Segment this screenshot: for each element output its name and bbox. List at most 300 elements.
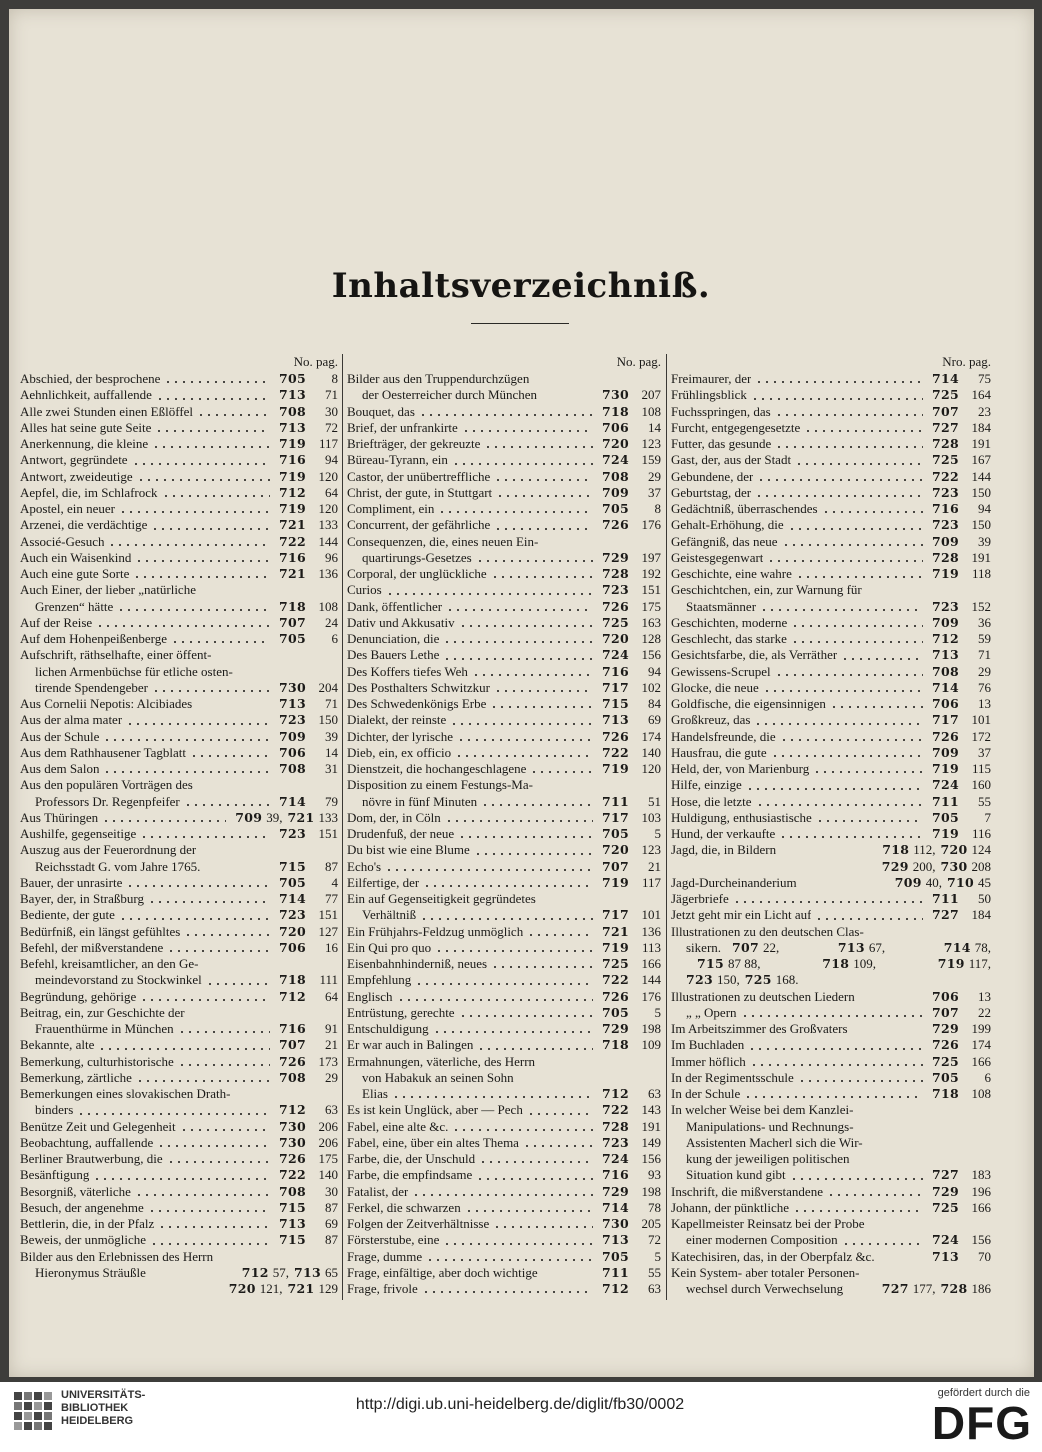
issue-number: 730 [940, 858, 968, 874]
entry-references [927, 794, 991, 810]
issue-number: 705 [932, 1069, 959, 1085]
index-entry [20, 420, 338, 436]
index-entry [671, 1167, 991, 1183]
index-entry [20, 517, 338, 533]
entry-title: Denunciation, die [347, 631, 440, 646]
page-number: 175 [318, 1151, 338, 1166]
index-entry [347, 891, 661, 907]
issue-number: 712 [279, 1102, 306, 1118]
entry-title: Gast, der, aus der Stadt [671, 452, 792, 468]
dot-leader [455, 754, 593, 758]
issue-reference [279, 891, 338, 907]
index-entry [347, 550, 661, 566]
entry-title: Fuchsspringen, das [671, 403, 771, 419]
page-number: 108 [318, 598, 338, 614]
page-number: 173 [318, 1053, 338, 1069]
dot-leader [422, 1290, 593, 1294]
entry-title: Besänftigung [20, 1167, 90, 1183]
entry-references [927, 664, 991, 680]
issue-number: 722 [932, 468, 959, 484]
dot-leader [793, 1209, 923, 1213]
dot-leader [813, 770, 923, 774]
page-number: 64 [325, 988, 338, 1004]
entry-title: Professors Dr. Regenpfeifer [35, 793, 180, 809]
dot-leader [443, 657, 593, 661]
issue-reference [932, 436, 991, 452]
entry-references [274, 940, 338, 956]
page-number: 149 [641, 1134, 661, 1150]
page-number: 51 [648, 793, 661, 809]
index-entry [20, 1037, 338, 1053]
index-entry [20, 972, 338, 988]
page-number: 167 [971, 452, 991, 468]
issue-reference [602, 404, 661, 420]
issue-number: 717 [602, 809, 629, 825]
issue-number: 721 [279, 566, 306, 581]
dot-leader [527, 933, 593, 937]
entry-title: Bemerkung, culturhistorische [20, 1053, 174, 1069]
issue-reference [941, 859, 992, 875]
issue-number: 713 [602, 1232, 629, 1248]
page-number: 87 [325, 858, 338, 874]
issue-number: 718 [932, 1086, 959, 1101]
entry-title: Dialekt, der reinste [347, 712, 447, 728]
entry-title: Im Buchladen [671, 1037, 745, 1053]
issue-reference [279, 1102, 338, 1118]
issue-number: 728 [602, 566, 629, 581]
entry-references [927, 452, 991, 468]
entry-references [597, 1216, 661, 1232]
dot-leader [523, 1144, 593, 1148]
entry-references [274, 615, 338, 631]
issue-reference [279, 696, 338, 712]
index-entry [20, 1119, 338, 1135]
issue-reference [279, 501, 338, 517]
page-number: 14 [648, 419, 661, 435]
index-entry [347, 1281, 661, 1297]
dot-leader [494, 689, 593, 693]
entry-title: Assistenten Macherl sich die Wir- [686, 1134, 863, 1150]
index-entry [671, 371, 991, 387]
entry-title: Held, der, von Marienburg [671, 761, 810, 776]
issue-reference [279, 907, 338, 923]
issue-reference [602, 469, 661, 485]
entry-title: Es ist kein Unglück, aber — Pech [347, 1102, 523, 1118]
issue-reference [279, 469, 338, 485]
entry-title: Furcht, entgegengesetzte [671, 419, 801, 435]
entry-title: Aehnlichkeit, auffallende [20, 387, 152, 403]
index-entry [671, 1200, 991, 1216]
page-number: 151 [318, 826, 338, 841]
page-number: 30 [325, 1183, 338, 1199]
dot-leader [135, 1193, 270, 1197]
entry-title: Dichter, der lyrische [347, 728, 453, 744]
page-number: 29 [978, 663, 991, 679]
index-entry [347, 680, 661, 696]
page-number: 13 [978, 696, 991, 711]
entry-references [927, 810, 991, 826]
index-entry [20, 680, 338, 696]
index-entry [20, 1216, 338, 1232]
issue-reference [932, 680, 991, 696]
page-number: 166 [971, 1199, 991, 1215]
page-number: 191 [971, 436, 991, 451]
issue-reference [279, 1070, 338, 1086]
issue-number: 719 [932, 761, 959, 776]
issue-reference [602, 566, 661, 582]
index-entry [671, 452, 991, 468]
entry-references [274, 550, 338, 566]
entry-title: Ein Qui pro quo [347, 939, 432, 955]
dot-leader [822, 510, 923, 514]
issue-number: 724 [602, 1151, 629, 1166]
dot-leader [443, 640, 593, 644]
dot-leader [446, 608, 593, 612]
entry-references [597, 582, 661, 598]
entry-references [274, 680, 338, 696]
dot-leader [476, 559, 593, 563]
entry-references [927, 1184, 991, 1200]
index-column-2 [347, 352, 661, 1297]
index-entry [671, 387, 991, 403]
page-number: 91 [325, 1021, 338, 1036]
page-number: 143 [641, 1102, 661, 1118]
index-entry [20, 469, 338, 485]
entry-title: Illustrationen zu deutschen Liedern [671, 988, 855, 1004]
entry-references [877, 859, 991, 875]
page-number: 199 [971, 1021, 991, 1036]
page-number: 55 [648, 1264, 661, 1280]
entry-title: Jägerbriefe [671, 891, 729, 906]
page-number: 200, [912, 858, 936, 874]
issue-reference [279, 680, 338, 696]
dot-leader [796, 575, 923, 579]
page-number: 22, [763, 939, 780, 955]
entry-references [597, 1151, 661, 1167]
issue-number: 706 [932, 696, 959, 711]
issue-number: 712 [279, 484, 306, 500]
entry-references [927, 517, 991, 533]
entry-title: Inschrift, die mißverstandene [671, 1183, 823, 1199]
index-entry [347, 1216, 661, 1232]
page-number: 75 [978, 371, 991, 386]
issue-reference [279, 712, 338, 728]
entry-references [597, 696, 661, 712]
issue-reference [279, 631, 338, 647]
entry-references [597, 501, 661, 517]
entry-title: Johann, der pünktliche [671, 1199, 790, 1215]
index-entry [347, 371, 661, 387]
entry-title: Antwort, zweideutige [20, 468, 133, 484]
issue-reference [602, 1119, 661, 1135]
issue-number: 723 [602, 1134, 629, 1150]
issue-reference [288, 810, 339, 826]
entry-references [597, 1102, 661, 1118]
dot-leader [96, 624, 270, 628]
index-entry [347, 777, 661, 793]
index-entry [347, 875, 661, 891]
issue-reference [822, 956, 876, 972]
issue-number: 719 [279, 468, 306, 484]
issue-number: 726 [932, 1037, 959, 1053]
index-entry [20, 582, 338, 598]
entry-references [274, 1167, 338, 1183]
issue-reference [932, 664, 991, 680]
issue-reference [932, 599, 991, 615]
entry-title: Farbe, die empfindsame [347, 1167, 473, 1183]
dot-leader [119, 917, 270, 921]
entry-references [274, 924, 338, 940]
index-entry [671, 647, 991, 663]
entry-title: Auf der Reise [20, 614, 93, 630]
issue-reference [602, 1216, 661, 1232]
issue-number: 705 [602, 1248, 629, 1264]
issue-number: 719 [602, 939, 629, 955]
entry-references [927, 387, 991, 403]
issue-number: 720 [279, 923, 306, 939]
entry-title: Geschichten, moderne [671, 614, 788, 630]
dot-leader [780, 738, 923, 742]
dot-leader [433, 1030, 593, 1034]
page-number: 103 [641, 809, 661, 825]
page-number: 37 [648, 484, 661, 500]
issue-reference [932, 534, 991, 550]
issue-reference [602, 1200, 661, 1216]
entry-title: Im Arbeitszimmer des Großvaters [671, 1021, 848, 1036]
entry-title: Kein System- aber totaler Personen- [671, 1264, 860, 1280]
entry-title: Großkreuz, das [671, 712, 751, 728]
entry-references [927, 1232, 991, 1248]
entry-references [274, 404, 338, 420]
dot-leader [841, 657, 923, 661]
issue-number: 718 [822, 956, 850, 971]
issue-reference [732, 940, 779, 956]
issue-reference [602, 631, 661, 647]
dot-leader [98, 1047, 270, 1051]
issue-number: 709 [279, 728, 306, 744]
dot-leader [746, 787, 923, 791]
dot-leader [750, 1063, 923, 1067]
entry-references [692, 956, 991, 972]
issue-reference [602, 696, 661, 712]
page-number: 160 [971, 777, 991, 793]
entry-title: Farbe, die, der Unschuld [347, 1151, 476, 1166]
index-entry [20, 1021, 338, 1037]
entry-title: Immer höflich [671, 1053, 746, 1069]
dot-leader [206, 982, 270, 986]
issue-number: 709 [932, 614, 959, 630]
entry-references [927, 680, 991, 696]
entry-references [597, 1184, 661, 1200]
entry-title: sikern. [686, 939, 722, 955]
issue-number: 707 [732, 939, 760, 955]
page-number: 120 [318, 468, 338, 484]
index-entry [20, 1151, 338, 1167]
entry-title: von Habakuk an seinen Sohn [362, 1069, 514, 1085]
issue-number: 717 [602, 907, 629, 923]
entry-references [877, 842, 991, 858]
dot-leader [775, 445, 923, 449]
issue-reference [602, 712, 661, 728]
issue-number: 729 [602, 549, 629, 565]
entry-title: Jagd, die, in Bildern [671, 842, 777, 858]
issue-reference [602, 1037, 661, 1053]
issue-number: 714 [943, 939, 971, 955]
entry-references [274, 599, 338, 615]
entry-title: binders [35, 1102, 74, 1118]
entry-title: Försterstube, eine [347, 1232, 440, 1248]
entry-references [597, 907, 661, 923]
issue-number: 711 [602, 793, 629, 809]
issue-reference [932, 1086, 991, 1102]
entry-title: Curios [347, 582, 382, 598]
page-number: 79 [325, 793, 338, 809]
issue-reference [279, 387, 338, 403]
page-number: 63 [648, 1086, 661, 1101]
page-number: 5 [654, 826, 661, 841]
dot-leader [763, 689, 923, 693]
issue-reference [242, 1265, 289, 1281]
entry-references [927, 1021, 991, 1037]
dot-leader [167, 949, 270, 953]
entry-title: Büreau-Tyrann, ein [347, 452, 448, 468]
entry-title: Bettlerin, die, in der Pfalz [20, 1216, 155, 1231]
issue-reference [932, 1249, 991, 1265]
entry-title: Bayer, der, in Straßburg [20, 891, 144, 906]
issue-number: 707 [602, 858, 629, 874]
issue-number: 728 [932, 549, 959, 565]
page-number: 150 [318, 712, 338, 728]
index-entry [347, 566, 661, 582]
page-number: 94 [325, 452, 338, 468]
index-entry [671, 599, 991, 615]
page-number: 120 [318, 501, 338, 516]
entry-title: Geschichte, eine wahre [671, 566, 792, 581]
index-entry [20, 566, 338, 582]
issue-reference [602, 1281, 661, 1297]
page-number: 166 [641, 956, 661, 971]
page-number: 71 [978, 647, 991, 663]
entry-references [597, 729, 661, 745]
index-entry [347, 940, 661, 956]
issue-reference [932, 1184, 991, 1200]
index-entry [347, 826, 661, 842]
entry-references [274, 1184, 338, 1200]
issue-number: 706 [932, 988, 959, 1004]
issue-reference [932, 1167, 991, 1183]
page-number: 112, [913, 842, 936, 858]
entry-title: Geschlecht, das starke [671, 631, 787, 646]
entry-title: Aus dem Salon [20, 761, 100, 776]
page-number: 184 [971, 419, 991, 435]
entry-title: Christ, der gute, in Stuttgart [347, 484, 493, 500]
page-number: 116 [971, 826, 991, 841]
page-number: 37 [978, 744, 991, 760]
entry-references [597, 924, 661, 940]
page-number: 176 [641, 988, 661, 1004]
entry-references [274, 972, 338, 988]
issue-number: 712 [279, 988, 306, 1004]
index-entry [347, 631, 661, 647]
issue-reference [602, 1265, 661, 1281]
page-number: 87 [325, 1232, 338, 1248]
entry-references [274, 1102, 338, 1118]
entry-title: Eilfertige, der [347, 874, 420, 890]
issue-number: 727 [881, 1281, 909, 1296]
entry-title: Hund, der verkaufte [671, 826, 776, 841]
issue-number: 712 [241, 1264, 269, 1280]
index-entry [671, 1151, 991, 1167]
library-name-line: HEIDELBERG [61, 1415, 134, 1427]
index-entry [671, 907, 991, 923]
dot-leader [815, 917, 923, 921]
issue-number: 727 [932, 419, 959, 435]
issue-number: 722 [602, 972, 629, 988]
page-number: 140 [641, 744, 661, 760]
entry-title: Frage, einfältige, aber doch wichtige [347, 1264, 538, 1280]
issue-number: 708 [279, 1069, 306, 1085]
issue-reference [602, 956, 661, 972]
entry-title: Freimaurer, der [671, 371, 752, 386]
issue-number: 716 [602, 663, 629, 679]
page-number: 108 [641, 403, 661, 419]
index-entry [20, 826, 338, 842]
index-entry [347, 469, 661, 485]
issue-reference [932, 1005, 991, 1021]
entry-references [274, 826, 338, 842]
entry-references [927, 534, 991, 550]
entry-references [274, 696, 338, 712]
library-name [61, 1389, 145, 1428]
issue-number: 723 [932, 484, 959, 500]
entry-references [274, 794, 338, 810]
issue-reference [932, 1037, 991, 1053]
entry-title: Hieronymus Sträußle [35, 1264, 146, 1280]
dot-leader [465, 1209, 593, 1213]
issue-reference [895, 875, 942, 891]
entry-references [274, 436, 338, 452]
page-number: 152 [971, 598, 991, 614]
page-number: 50 [978, 891, 991, 906]
entry-title: Glocke, die neue [671, 679, 759, 695]
entry-references [927, 696, 991, 712]
index-entry [671, 875, 991, 891]
page-number: 39 [978, 533, 991, 549]
issue-number: 713 [932, 1248, 959, 1264]
entry-title: Alles hat seine gute Seite [20, 419, 152, 435]
issue-reference [235, 810, 282, 826]
issue-reference [932, 729, 991, 745]
index-entry [20, 761, 338, 777]
issue-reference [279, 1200, 338, 1216]
entry-title: Staatsmänner [686, 598, 757, 614]
entry-title: Hilfe, einzige [671, 777, 742, 793]
dot-leader [162, 494, 270, 498]
entry-references [927, 907, 991, 923]
index-entry [347, 534, 661, 550]
issue-reference [602, 1232, 661, 1248]
issue-number: 708 [932, 663, 959, 679]
entry-title: Echo's [347, 858, 382, 874]
issue-number: 709 [894, 874, 922, 890]
issue-number: 723 [686, 972, 713, 988]
page-number: 207 [641, 387, 661, 403]
index-entry [20, 452, 338, 468]
issue-number: 705 [602, 501, 629, 516]
issue-reference [602, 761, 661, 777]
page-number: 29 [325, 1069, 338, 1085]
issue-number: 720 [228, 1281, 256, 1296]
